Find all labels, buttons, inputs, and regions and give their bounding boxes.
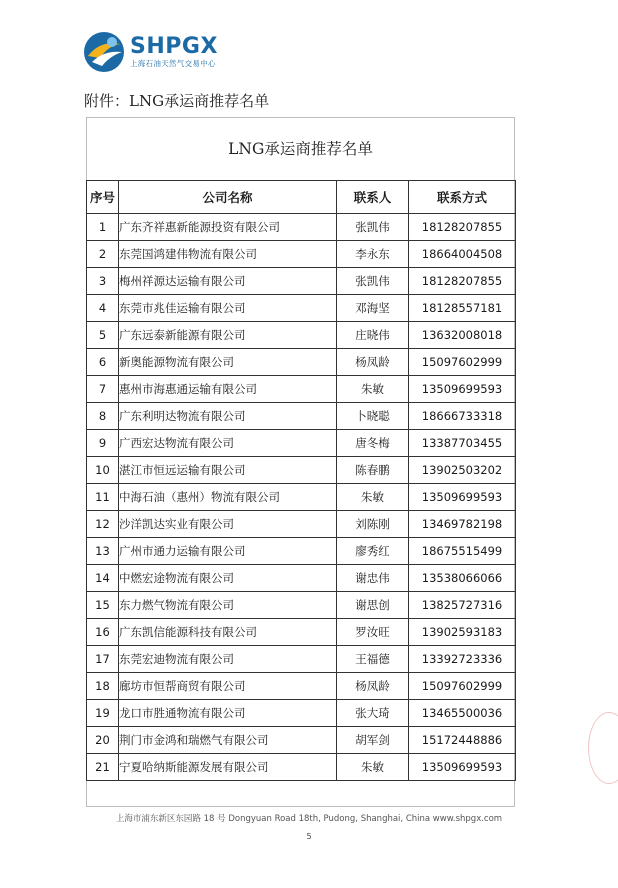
contact-person: 邓海坚: [337, 295, 409, 322]
company-name: 龙口市胜通物流有限公司: [119, 700, 337, 727]
table-row: [87, 754, 516, 781]
footer-address: 上海市浦东新区东园路 18 号 Dongyuan Road 18th, Pudong, Shanghai, China www.shpgx.com: [115, 814, 503, 824]
table-row: [87, 700, 516, 727]
contact-phone: 13538066066: [409, 565, 516, 592]
row-number: 3: [87, 268, 119, 295]
contact-phone: 15097602999: [409, 349, 516, 376]
contact-person: 刘陈刚: [337, 511, 409, 538]
table-row: [87, 349, 516, 376]
carrier-table: [86, 180, 516, 781]
contact-phone: 13632008018: [409, 322, 516, 349]
contact-phone: 18128207855: [409, 214, 516, 241]
table-row: [87, 646, 516, 673]
row-number: 2: [87, 241, 119, 268]
table-row: [87, 322, 516, 349]
row-number: 10: [87, 457, 119, 484]
contact-phone: 15097602999: [409, 673, 516, 700]
contact-phone: 13825727316: [409, 592, 516, 619]
contact-person: 朱敏: [337, 484, 409, 511]
contact-phone: 18666733318: [409, 403, 516, 430]
contact-person: 张大琦: [337, 700, 409, 727]
contact-phone: 18128207855: [409, 268, 516, 295]
company-name: 新奥能源物流有限公司: [119, 349, 337, 376]
row-number: 16: [87, 619, 119, 646]
company-name: 湛江市恒远运输有限公司: [119, 457, 337, 484]
shpgx-logo: [82, 28, 218, 76]
company-name: 廊坊市恒帮商贸有限公司: [119, 673, 337, 700]
company-name: 广州市通力运输有限公司: [119, 538, 337, 565]
logo-name: SHPGX: [130, 34, 218, 59]
contact-person: 杨凤龄: [337, 673, 409, 700]
company-name: 宁夏哈纳斯能源发展有限公司: [119, 754, 337, 781]
row-number: 15: [87, 592, 119, 619]
contact-phone: 13902503202: [409, 457, 516, 484]
contact-person: 王福德: [337, 646, 409, 673]
company-name: 惠州市海惠通运输有限公司: [119, 376, 337, 403]
table-row: [87, 295, 516, 322]
contact-phone: 13469782198: [409, 511, 516, 538]
contact-person: 卜晓聪: [337, 403, 409, 430]
contact-phone: 15172448886: [409, 727, 516, 754]
company-name: 中燃宏途物流有限公司: [119, 565, 337, 592]
company-name: 荆门市金鸿和瑞燃气有限公司: [119, 727, 337, 754]
contact-person: 陈春鹏: [337, 457, 409, 484]
contact-phone: 13387703455: [409, 430, 516, 457]
row-number: 17: [87, 646, 119, 673]
row-number: 12: [87, 511, 119, 538]
carrier-table-body: [87, 214, 516, 781]
table-row: [87, 268, 516, 295]
contact-phone: 13509699593: [409, 484, 516, 511]
company-name: 广东远泰新能源有限公司: [119, 322, 337, 349]
company-name: 中海石油（惠州）物流有限公司: [119, 484, 337, 511]
contact-phone: 13465500036: [409, 700, 516, 727]
table-row: [87, 241, 516, 268]
contact-person: 朱敏: [337, 376, 409, 403]
table-row: [87, 727, 516, 754]
contact-phone: 13392723336: [409, 646, 516, 673]
logo-subtitle: 上海石油天然气交易中心: [130, 59, 216, 68]
contact-person: 张凯伟: [337, 268, 409, 295]
contact-person: 杨凤龄: [337, 349, 409, 376]
contact-person: 张凯伟: [337, 214, 409, 241]
row-number: 13: [87, 538, 119, 565]
contact-person: 朱敏: [337, 754, 409, 781]
table-row: [87, 511, 516, 538]
contact-phone: 13509699593: [409, 376, 516, 403]
row-number: 1: [87, 214, 119, 241]
row-number: 9: [87, 430, 119, 457]
contact-person: 罗汝旺: [337, 619, 409, 646]
table-row: [87, 403, 516, 430]
row-number: 7: [87, 376, 119, 403]
contact-phone: 18128557181: [409, 295, 516, 322]
contact-phone: 18675515499: [409, 538, 516, 565]
contact-person: 庄晓伟: [337, 322, 409, 349]
row-number: 21: [87, 754, 119, 781]
company-name: 东莞国鸿建伟物流有限公司: [119, 241, 337, 268]
company-name: 东莞宏迪物流有限公司: [119, 646, 337, 673]
contact-person: 唐冬梅: [337, 430, 409, 457]
contact-person: 廖秀红: [337, 538, 409, 565]
row-number: 4: [87, 295, 119, 322]
shpgx-logo-icon: [82, 30, 126, 74]
company-name: 广东利明达物流有限公司: [119, 403, 337, 430]
table-row: [87, 565, 516, 592]
company-name: 东力燃气物流有限公司: [119, 592, 337, 619]
column-header-phone: 联系方式: [409, 181, 516, 214]
table-row: [87, 538, 516, 565]
table-row: [87, 619, 516, 646]
page-number: 5: [306, 832, 312, 841]
company-name: 东莞市兆佳运输有限公司: [119, 295, 337, 322]
contact-person: 李永东: [337, 241, 409, 268]
row-number: 20: [87, 727, 119, 754]
row-number: 8: [87, 403, 119, 430]
company-name: 沙洋凯达实业有限公司: [119, 511, 337, 538]
company-name: 广东齐祥惠新能源投资有限公司: [119, 214, 337, 241]
attachment-title: 附件：LNG承运商推荐名单: [84, 92, 270, 110]
row-number: 11: [87, 484, 119, 511]
table-row: [87, 673, 516, 700]
contact-phone: 13509699593: [409, 754, 516, 781]
table-row: [87, 376, 516, 403]
company-name: 广西宏达物流有限公司: [119, 430, 337, 457]
table-header-row: [87, 181, 516, 214]
table-title: LNG承运商推荐名单: [228, 140, 373, 158]
contact-person: 谢忠伟: [337, 565, 409, 592]
table-row: [87, 430, 516, 457]
contact-phone: 18664004508: [409, 241, 516, 268]
row-number: 14: [87, 565, 119, 592]
contact-phone: 13902593183: [409, 619, 516, 646]
column-header-company: 公司名称: [119, 181, 337, 214]
table-row: [87, 214, 516, 241]
table-row: [87, 484, 516, 511]
row-number: 6: [87, 349, 119, 376]
row-number: 18: [87, 673, 119, 700]
table-row: [87, 457, 516, 484]
column-header-contact: 联系人: [337, 181, 409, 214]
company-name: 梅州祥源达运输有限公司: [119, 268, 337, 295]
table-row: [87, 592, 516, 619]
company-name: 广东凯信能源科技有限公司: [119, 619, 337, 646]
row-number: 19: [87, 700, 119, 727]
seal-stamp: [588, 712, 618, 784]
row-number: 5: [87, 322, 119, 349]
contact-person: 胡军剑: [337, 727, 409, 754]
contact-person: 谢思创: [337, 592, 409, 619]
column-header-no: 序号: [87, 181, 119, 214]
